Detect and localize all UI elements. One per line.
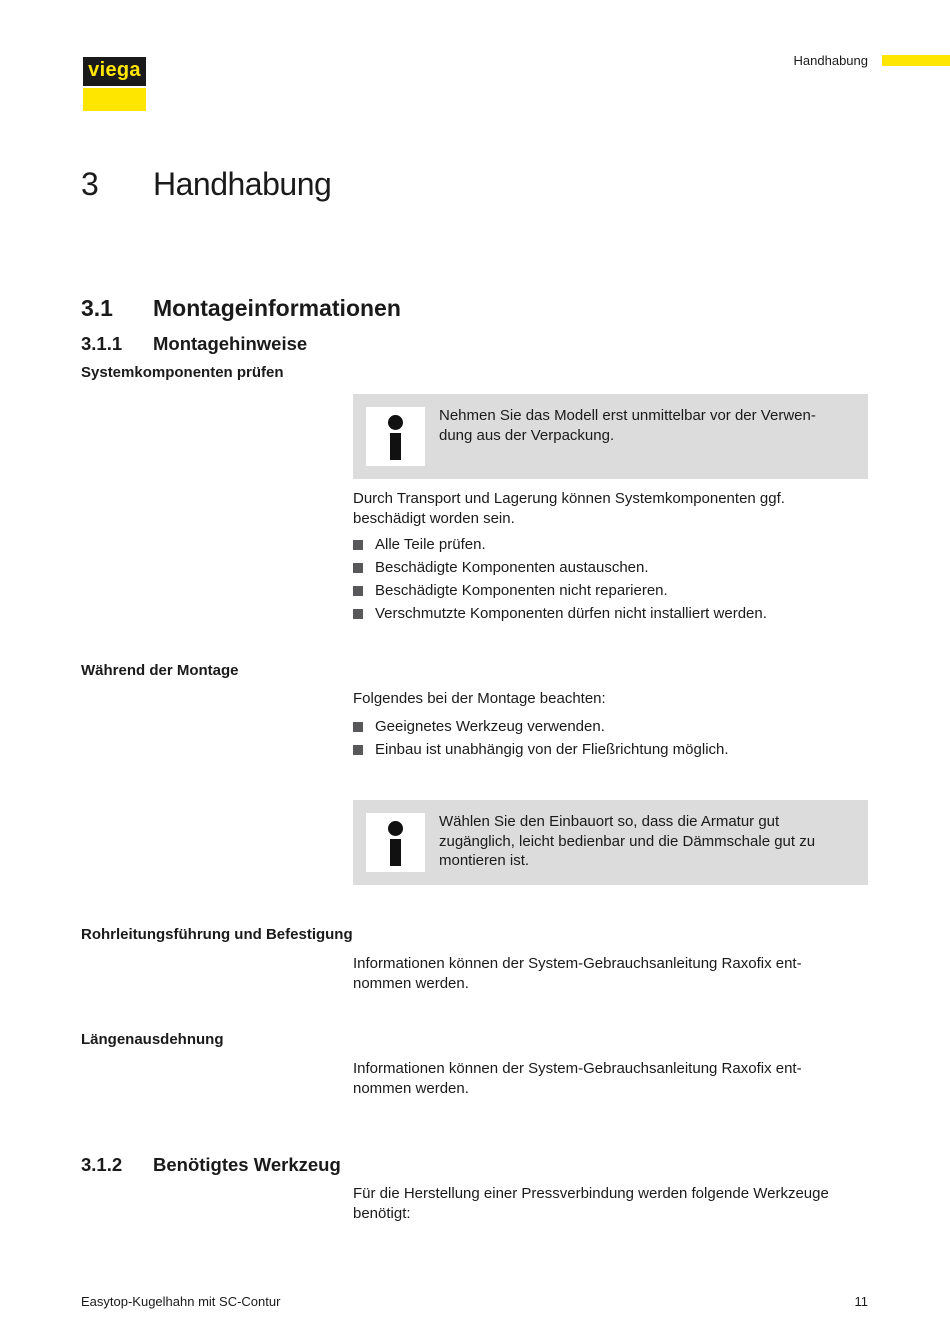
square-bullet-icon: [353, 609, 363, 619]
info-note-text: Nehmen Sie das Modell erst unmittelbar vor der Verwen- dung aus der Verpackung.: [439, 407, 816, 444]
info-note-location: [353, 800, 868, 885]
subsection-number: 3.1.1: [81, 333, 123, 354]
bullet-list-check: [353, 535, 868, 627]
square-bullet-icon: [353, 722, 363, 732]
section-title: Montageinformationen: [153, 295, 401, 321]
heading-check-components: Systemkomponenten prüfen: [81, 364, 284, 381]
subsection-number: 3.1.2: [81, 1154, 123, 1175]
subsection-title: Montagehinweise: [153, 333, 308, 354]
running-header-label: Handhabung: [793, 53, 868, 68]
square-bullet-icon: [353, 563, 363, 573]
paragraph-thermal-expansion: Informationen können der System-Gebrauchsanleitung Raxofix ent- nommen werden.: [353, 1060, 802, 1097]
paragraph-tools: Für die Herstellung einer Pressverbindung werden folgende Werkzeuge benötigt:: [353, 1185, 829, 1222]
heading-during-installation: Während der Montage: [81, 662, 239, 679]
info-icon: [366, 813, 425, 872]
list-item: Geeignetes Werkzeug verwenden.: [353, 717, 868, 737]
square-bullet-icon: [353, 586, 363, 596]
square-bullet-icon: [353, 540, 363, 550]
list-item: Verschmutzte Komponenten dürfen nicht installiert werden.: [353, 604, 868, 624]
square-bullet-icon: [353, 745, 363, 755]
chapter-title: Handhabung: [153, 166, 332, 202]
list-item: Beschädigte Komponenten nicht reparieren.: [353, 581, 868, 601]
paragraph-during-installation-intro: Folgendes bei der Montage beachten:: [353, 690, 606, 707]
chapter-number: 3: [81, 166, 99, 202]
subsection-title: Benötigtes Werkzeug: [153, 1154, 341, 1175]
list-item: Alle Teile prüfen.: [353, 535, 868, 555]
logo-yellow-block: [83, 88, 146, 111]
footer-product-name: Easytop-Kugelhahn mit SC-Contur: [81, 1294, 281, 1309]
info-icon: [366, 407, 425, 466]
viega-logo: [83, 57, 146, 111]
logo-wordmark: viega: [83, 57, 146, 86]
page-number: 11: [854, 1294, 868, 1309]
paragraph-transport-damage: Durch Transport und Lagerung können Systemkomponenten ggf. beschädigt worden sein.: [353, 490, 785, 527]
list-item: Beschädigte Komponenten austauschen.: [353, 558, 868, 578]
heading-thermal-expansion: Längenausdehnung: [81, 1031, 224, 1048]
section-number: 3.1: [81, 295, 113, 321]
list-item: Einbau ist unabhängig von der Fließrichtung möglich.: [353, 740, 868, 760]
paragraph-pipe-routing: Informationen können der System-Gebrauchsanleitung Raxofix ent- nommen werden.: [353, 955, 802, 992]
bullet-list-installation: [353, 717, 868, 763]
info-note-unpack: [353, 394, 868, 479]
info-note-text: Wählen Sie den Einbauort so, dass die Armatur gut zugänglich, leicht bedienbar und die Dämmschale gut zu montieren ist.: [439, 813, 816, 869]
header-accent-bar: [882, 55, 950, 66]
heading-pipe-routing: Rohrleitungsführung und Befestigung: [81, 926, 353, 943]
